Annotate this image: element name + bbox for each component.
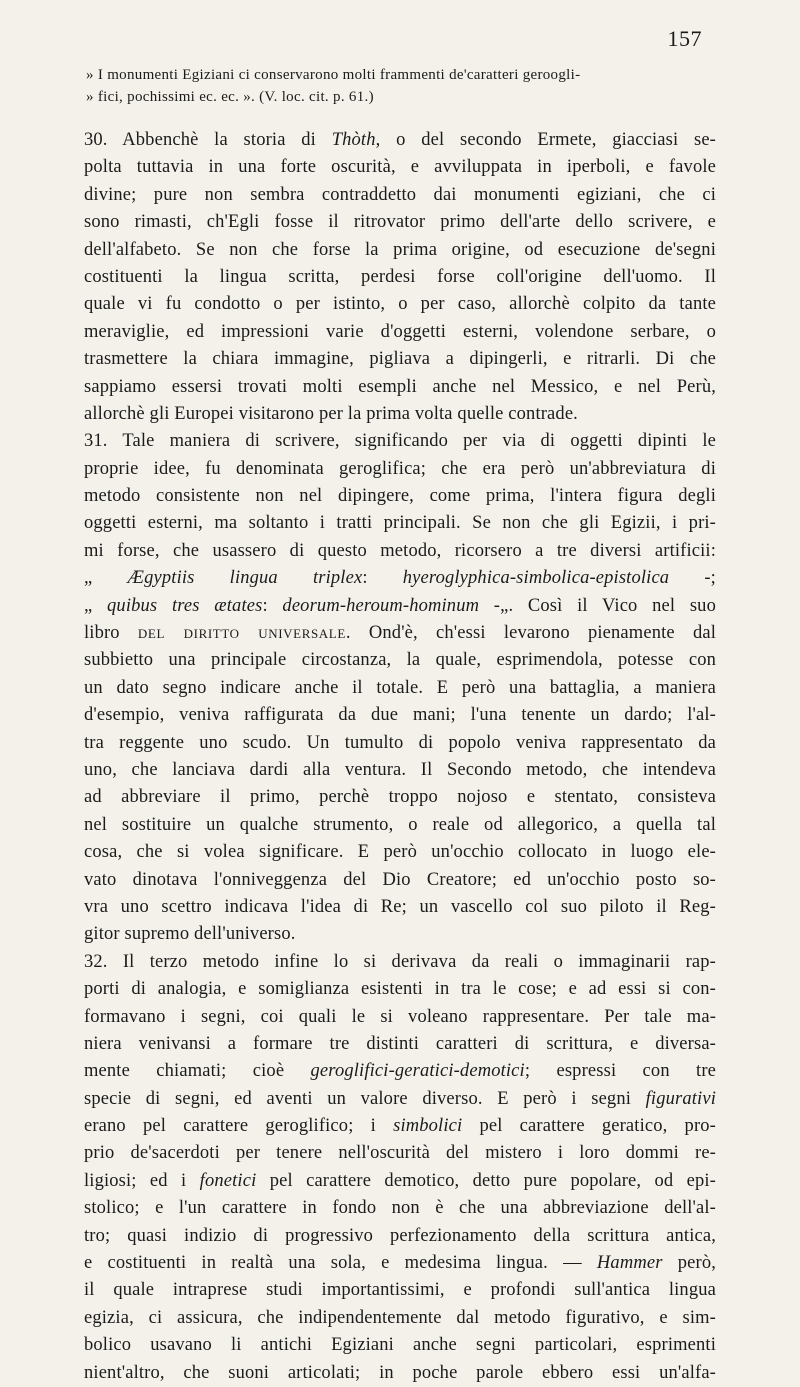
text-run: erano pel carattere geroglifico; i [84,1116,394,1137]
text-run: il quale intraprese studi importantissimi, e profondi sull'antica lingua [84,1280,716,1301]
text-run: gitor supremo dell'universo. [84,924,296,945]
text-line [84,949,716,976]
text-line [84,428,716,455]
text-run: -„. Così il Vico nel suo [479,595,716,616]
text-run: ad abbreviare il primo, perchè troppo nojoso e stentato, consisteva [84,787,716,808]
text-line [84,1004,716,1031]
text-line [84,565,716,592]
text-run: uno, che lanciava dardi alla ventura. Il Secondo metodo, che intendeva [84,759,716,780]
text-line [84,839,716,866]
header-quote-line: » fici, pochissimi ec. ec. ». (V. loc. cit. p. 61.) [86,89,374,105]
text-line [84,921,716,948]
text-line [84,1113,716,1140]
text-run: nient'altro, che suoni articolati; in poche parole ebbero essi un'alfa- [84,1362,716,1383]
text-line [84,401,716,428]
text-run: „ [84,568,128,589]
text-run: vra uno scettro indicava l'idea di Re; un vascello col suo piloto il Reg- [84,896,716,917]
text-run: mi forse, che usassero di questo metodo, ricorsero a tre diversi artificii: [84,540,716,561]
italic-text: deorum-heroum-hominum [282,595,480,616]
text-run: 30. Abbenchè la storia di [84,130,332,150]
text-run: nel sostituire un qualche strumento, o reale od allegorico, a quella tal [84,814,716,835]
text-line [84,127,716,154]
header-quote [86,64,710,108]
text-line [84,1223,716,1250]
text-run: oggetti esterni, ma soltanto i tratti principali. Se non che gli Egizii, i pri- [84,513,716,534]
text-line [84,812,716,839]
text-run: e costituenti in realtà una sola, e medesima lingua. — [84,1253,597,1274]
text-run: , o del secondo Ermete, giacciasi se- [375,130,716,150]
text-run: metodo consistente non nel dipingere, come prima, l'intera figura degli [84,486,716,507]
text-line [84,867,716,894]
text-line [84,620,716,647]
text-run: dell'alfabeto. Se non che forse la prima origine, od esecuzione de'segni [84,239,716,260]
text-run: polta tuttavia in una forte oscurità, e avviluppata in iperboli, e favole [84,157,716,178]
text-line [84,1250,716,1277]
text-line [84,647,716,674]
text-run: sono rimasti, ch'Egli fosse il ritrovator primo dell'arte dello scrivere, e [84,212,716,233]
text-run: pel carattere geratico, pro- [462,1116,716,1137]
text-line [84,1031,716,1058]
body-text [84,127,716,1387]
text-line [84,784,716,811]
text-line [84,1086,716,1113]
text-line [84,1195,716,1222]
text-line [84,1305,716,1332]
text-line [84,702,716,729]
text-line [84,319,716,346]
text-run: egizia, ci assicura, che indipendentemente dal metodo figurativo, e sim- [84,1307,716,1328]
text-run: ligiosi; ed i [84,1170,200,1191]
text-run: niera venivansi a formare tre distinti caratteri di scrittura, e diversa- [84,1033,716,1054]
italic-text: simbolici [393,1116,463,1137]
text-line [84,593,716,620]
text-line [84,1168,716,1195]
text-line [84,675,716,702]
text-run: tro; quasi indizio di progressivo perfezionamento della scrittura antica, [84,1225,716,1246]
text-run: allorchè gli Europei visitarono per la prima volta quelle contrade. [84,403,578,424]
text-run: stolico; e l'un carattere in fondo non è che una abbreviazione dell'al- [84,1198,716,1219]
text-line [84,182,716,209]
text-run: : [362,568,403,589]
italic-text: figurativi [645,1088,716,1109]
italic-text: Thòth [331,130,376,150]
text-run: quale vi fu condotto o per istinto, o per caso, allorchè colpito da tante [84,294,716,315]
text-line [84,264,716,291]
italic-text: quibus tres ætates [107,595,263,616]
text-run: prio de'sacerdoti per tenere nell'oscurità del mistero i loro dommi re- [84,1143,716,1164]
text-line [84,483,716,510]
page-number: 157 [667,26,702,51]
text-run: tra reggente uno scudo. Un tumulto di popolo veniva rappresentato da [84,732,716,753]
text-run: 32. Il terzo metodo infine lo si derivava da reali o immaginarii rap- [84,951,716,972]
text-run: trasmettere la chiara immagine, pigliava a dipingerli, e ritrarli. Di che [84,349,716,370]
text-run: specie di segni, ed aventi un valore diverso. E però i segni [84,1088,646,1109]
text-run: subbietto una principale circostanza, la quale, esprimendola, potesse con [84,650,716,671]
text-line [84,1140,716,1167]
italic-text: Ægyptiis lingua triplex [127,568,363,589]
italic-text: hyeroglyphica-simbolica-epistolica [402,568,670,589]
text-line [84,154,716,181]
text-run: pel carattere demotico, detto pure popolare, od epi- [256,1170,716,1191]
text-run: : [262,595,283,616]
text-line [84,894,716,921]
italic-text: Hammer [596,1253,663,1274]
text-line [84,1360,716,1387]
text-line [84,1277,716,1304]
text-run: però, [662,1253,716,1274]
text-line [84,538,716,565]
smallcaps-text: del diritto universale [137,623,346,644]
text-run: meraviglie, ed impressioni varie d'oggetti esterni, volendone serbare, o [84,321,716,342]
text-line [84,291,716,318]
text-line [84,976,716,1003]
text-line [84,1332,716,1359]
text-run: vato dinotava l'onniveggenza del Dio Creatore; ed un'occhio posto so- [84,869,716,890]
text-line [84,1058,716,1085]
text-run: un dato segno indicare anche il totale. E però una battaglia, a maniera [84,677,716,698]
text-run: divine; pure non sembra contraddetto dai monumenti egiziani, che ci [84,184,716,205]
text-run: costituenti la lingua scritta, perdesi forse coll'origine dell'uomo. Il [84,266,716,287]
text-run: „ [84,595,108,616]
text-run: d'esempio, veniva raffigurata da due mani; l'una tenente un dardo; l'al- [84,705,716,726]
text-run: bolico usavano li antichi Egiziani anche segni particolari, esprimenti [84,1335,716,1356]
text-run: porti di analogia, e somiglianza esistenti in tra le cose; e ad essi si con- [84,979,716,1000]
text-line [84,374,716,401]
text-line [84,346,716,373]
text-line [84,456,716,483]
text-line [84,237,716,264]
header-quote-line: » I monumenti Egiziani ci conservarono molti frammenti de'caratteri geroogli- [86,67,581,83]
text-run: mente chiamati; cioè [84,1061,311,1082]
text-line [84,510,716,537]
text-run: libro [84,623,138,644]
italic-text: geroglifici-geratici-demotici [310,1061,525,1082]
text-run: 31. Tale maniera di scrivere, significando per via di oggetti dipinti le [84,431,716,452]
text-run: . Ond'è, ch'essi levarono pienamente dal [345,623,717,644]
text-run: proprie idee, fu denominata geroglifica; che era però un'abbreviatura di [84,458,716,479]
text-run: -; [669,568,716,589]
text-run: sappiamo essersi trovati molti esempli anche nel Messico, e nel Perù, [84,376,716,397]
text-run: cosa, che si volea significare. E però un'occhio collocato in luogo ele- [84,842,716,863]
text-run: formavano i segni, coi quali le si voleano rappresentare. Per tale ma- [84,1006,716,1027]
text-line [84,730,716,757]
italic-text: fonetici [199,1170,257,1191]
text-run: ; espressi con tre [524,1061,717,1082]
text-line [84,209,716,236]
text-line [84,757,716,784]
